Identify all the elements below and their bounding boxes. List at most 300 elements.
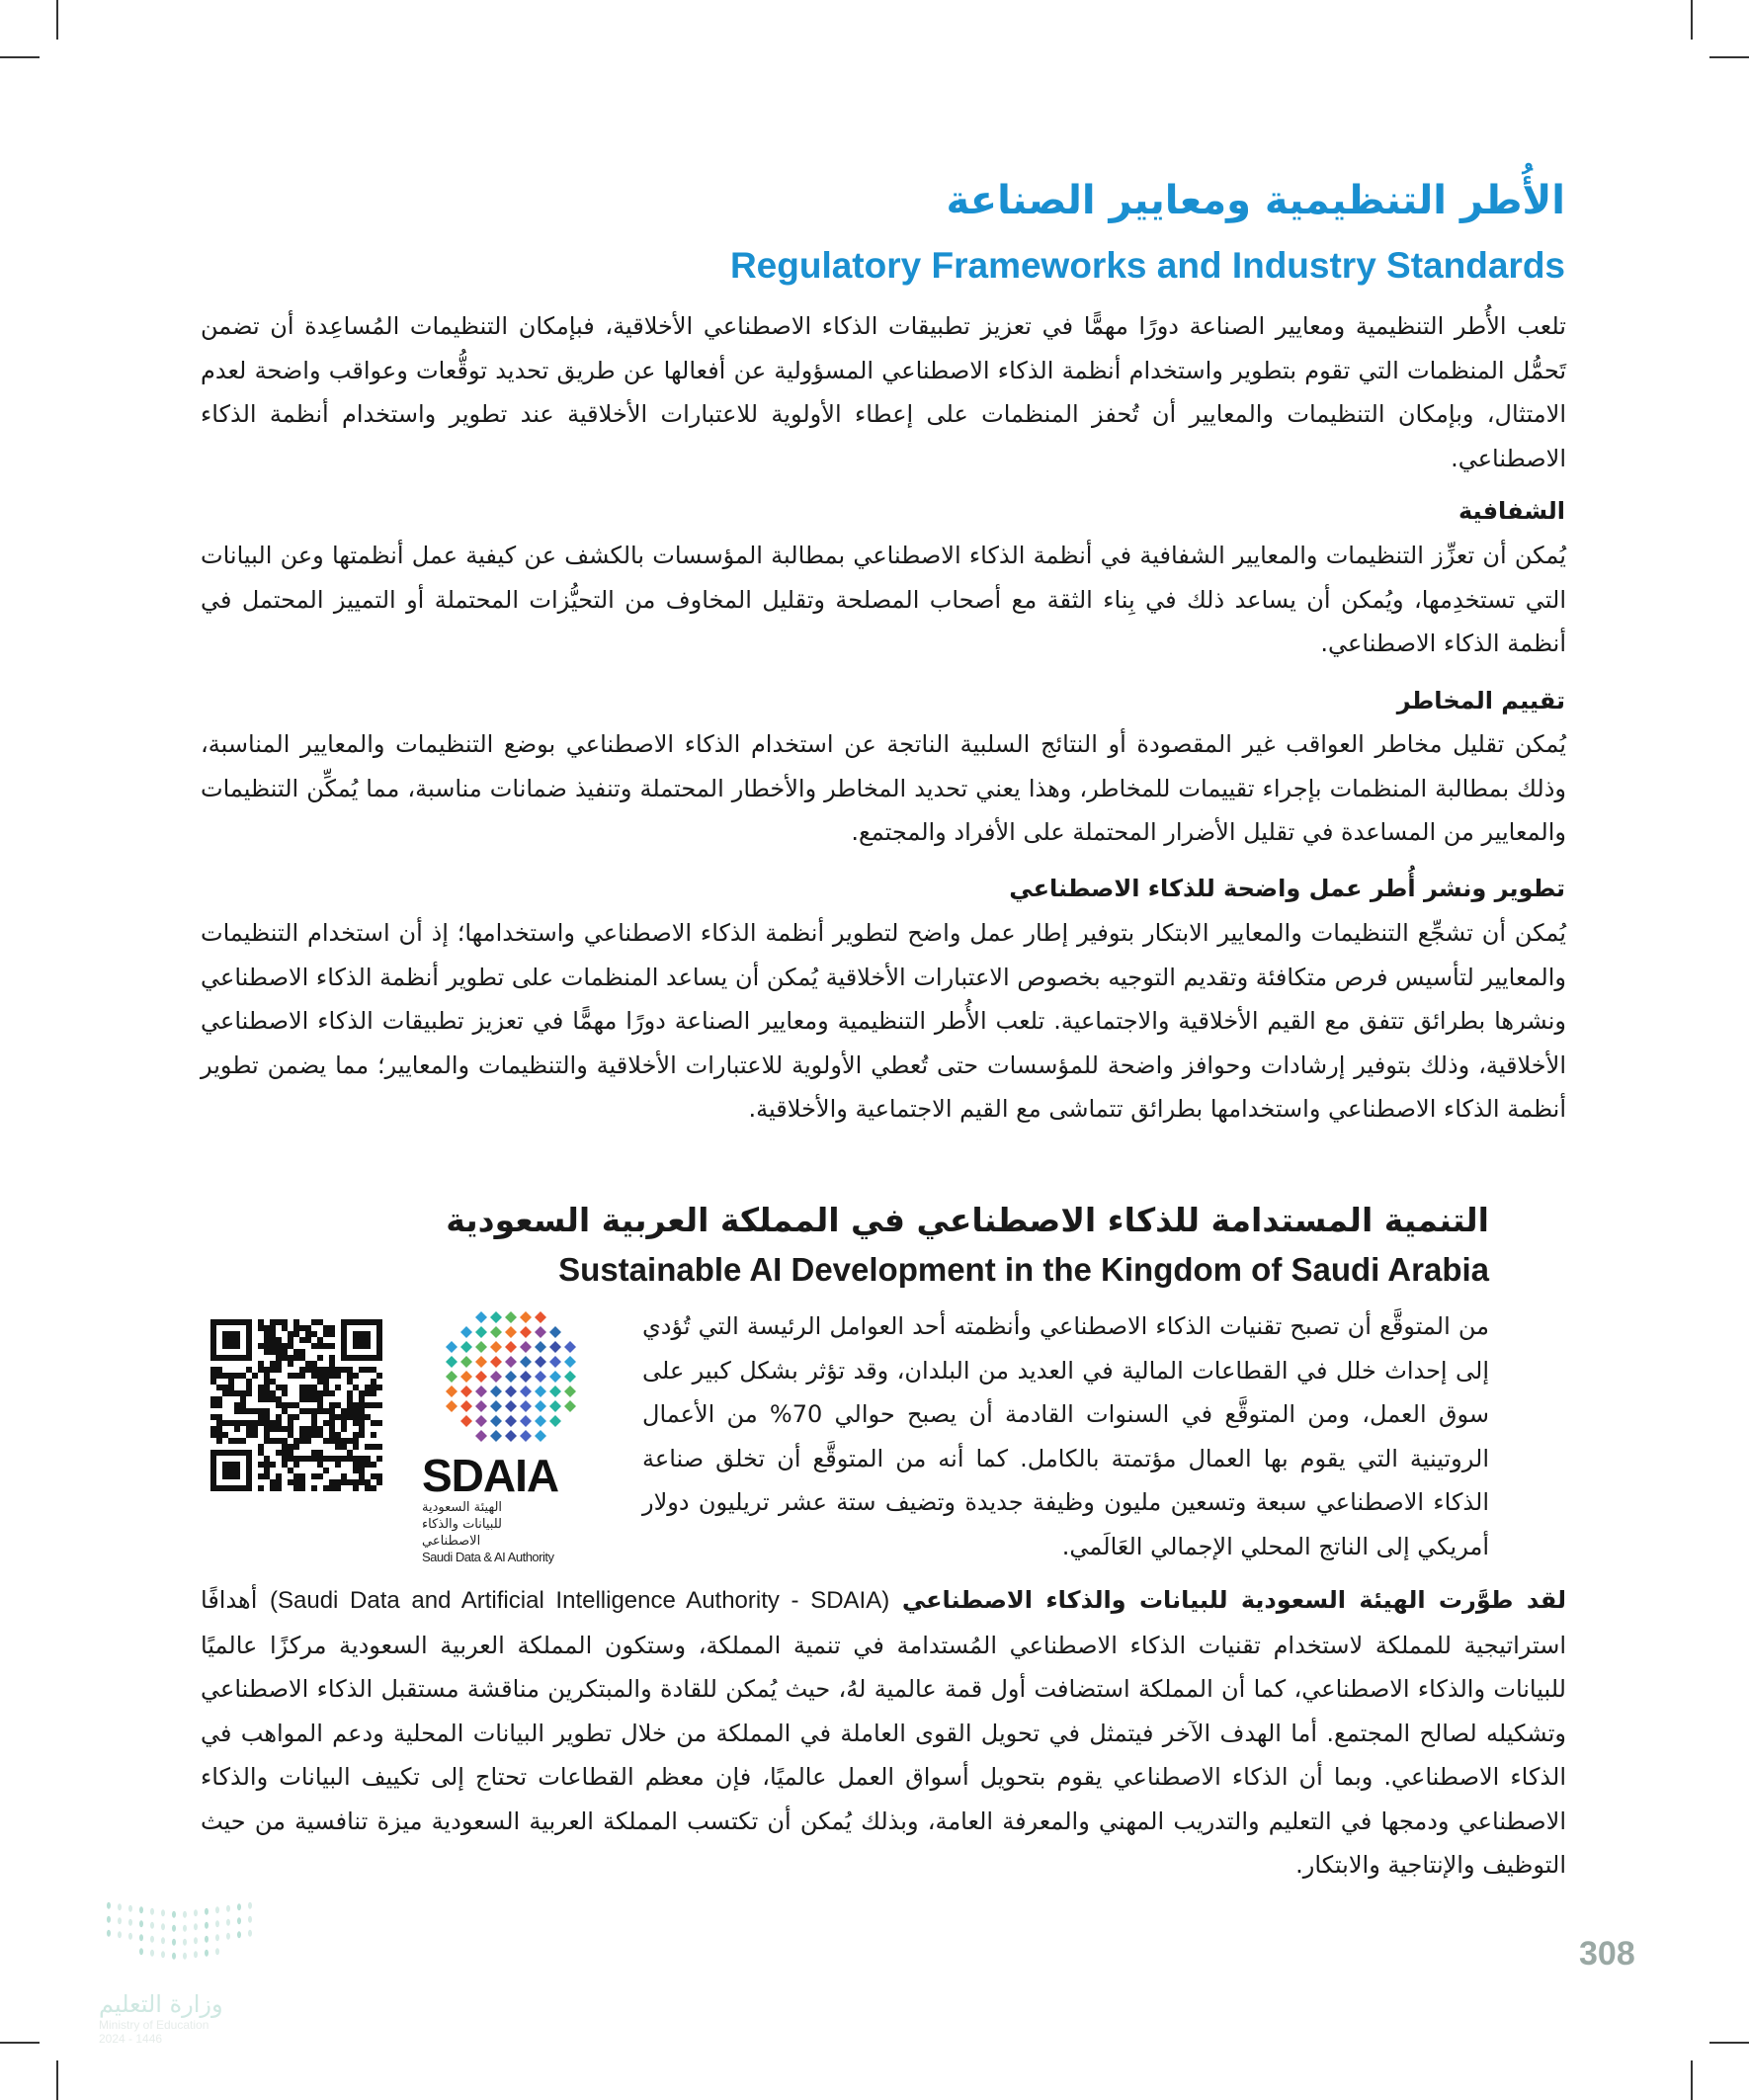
qr-module (264, 1385, 270, 1390)
qr-module (240, 1438, 246, 1444)
qr-module (311, 1485, 317, 1491)
emblem-dot (215, 1934, 219, 1941)
qr-module (276, 1349, 282, 1355)
qr-module (228, 1420, 234, 1426)
qr-module (264, 1456, 270, 1462)
qr-module (276, 1473, 282, 1479)
qr-module (264, 1420, 270, 1426)
emblem-dot (107, 1930, 111, 1937)
qr-module (341, 1473, 347, 1479)
qr-module (276, 1479, 282, 1485)
qr-module (359, 1473, 365, 1479)
qr-module (246, 1426, 252, 1432)
qr-module (305, 1325, 311, 1331)
qr-module (258, 1450, 264, 1456)
emblem-diamond (490, 1311, 502, 1323)
qr-module (335, 1385, 341, 1390)
qr-module (311, 1331, 317, 1337)
qr-module (299, 1349, 305, 1355)
qr-module (246, 1432, 252, 1438)
qr-module (371, 1444, 376, 1450)
qr-module (234, 1420, 240, 1426)
qr-module (246, 1367, 252, 1373)
emblem-dot (226, 1933, 230, 1940)
qr-module (246, 1385, 252, 1390)
qr-module (282, 1355, 288, 1361)
qr-module (323, 1373, 329, 1379)
qr-module (246, 1408, 252, 1414)
qr-module (264, 1462, 270, 1468)
qr-module (329, 1355, 335, 1361)
qr-module (323, 1390, 329, 1396)
qr-module (311, 1473, 317, 1479)
qr-module (341, 1479, 347, 1485)
qr-module (317, 1319, 323, 1325)
qr-module (288, 1373, 293, 1379)
emblem-dot (205, 1936, 208, 1943)
emblem-dot (215, 1920, 219, 1927)
emblem-diamond (475, 1386, 487, 1397)
qr-module (264, 1438, 270, 1444)
qr-module (264, 1343, 270, 1349)
qr-module (234, 1390, 240, 1396)
qr-module (234, 1426, 240, 1432)
qr-module (234, 1373, 240, 1379)
emblem-dot (161, 1951, 165, 1958)
qr-module (210, 1367, 216, 1373)
emblem-dot (194, 1909, 198, 1916)
qr-module (317, 1473, 323, 1479)
qr-module (270, 1438, 276, 1444)
qr-module (293, 1444, 299, 1450)
qr-module (371, 1402, 376, 1408)
qr-module (317, 1462, 323, 1468)
qr-module (317, 1402, 323, 1408)
crop-mark (1709, 56, 1749, 58)
qr-module (329, 1408, 335, 1414)
qr-module (240, 1373, 246, 1379)
qr-module (335, 1456, 341, 1462)
qr-module (264, 1337, 270, 1343)
qr-module (216, 1414, 222, 1420)
qr-module (293, 1462, 299, 1468)
qr-module (341, 1367, 347, 1373)
qr-module (347, 1414, 353, 1420)
crop-mark (56, 2060, 58, 2100)
qr-module (258, 1414, 264, 1420)
qr-module (216, 1420, 222, 1426)
qr-module (216, 1402, 222, 1408)
transparency-paragraph: يُمكن أن تعزِّز التنظيمات والمعايير الشفافية في أنظمة الذكاء الاصطناعي بمطالبة المؤسسات بالكشف عن كيفية عمل أنظمتها وعن البيانات التي تستخدِمها، ويُمكن أن يساعد ذلك في بِناء الثقة مع أصحاب المصلحة وتقليل المخاوف من التحيُّزات المحتملة أو التمييز المحتمل في أنظمة الذكاء الاصطناعي. (201, 542, 1566, 657)
emblem-dot (194, 1923, 198, 1930)
qr-module (258, 1420, 264, 1426)
qr-module (359, 1396, 365, 1402)
qr-module (353, 1468, 359, 1473)
emblem-diamond (564, 1386, 576, 1397)
qr-module (270, 1396, 276, 1402)
qr-module (341, 1444, 347, 1450)
emblem-diamond (460, 1415, 472, 1427)
qr-module (305, 1361, 311, 1367)
qr-module (252, 1373, 258, 1379)
qr-module (234, 1402, 240, 1408)
qr-module (341, 1438, 347, 1444)
qr-module (293, 1438, 299, 1444)
emblem-diamond (535, 1341, 546, 1353)
qr-module (329, 1402, 335, 1408)
qr-module (353, 1385, 359, 1390)
qr-module (222, 1373, 228, 1379)
emblem-diamond (490, 1430, 502, 1442)
qr-module (323, 1485, 329, 1491)
emblem-diamond (490, 1415, 502, 1427)
emblem-dot (205, 1950, 208, 1957)
emblem-diamond (564, 1341, 576, 1353)
crop-mark (1709, 2042, 1749, 2044)
qr-module (258, 1343, 264, 1349)
qr-module (329, 1325, 335, 1331)
qr-module (335, 1402, 341, 1408)
qr-module (359, 1408, 365, 1414)
qr-module (228, 1379, 234, 1385)
qr-module (293, 1479, 299, 1485)
qr-module (311, 1385, 317, 1390)
crop-mark (56, 0, 58, 40)
qr-module (264, 1367, 270, 1373)
qr-module (353, 1432, 359, 1438)
emblem-diamond (549, 1386, 561, 1397)
qr-module (376, 1420, 382, 1426)
qr-module (276, 1438, 282, 1444)
emblem-diamond (535, 1356, 546, 1368)
risk-paragraph: يُمكن تقليل مخاطر العواقب غير المقصودة أو النتائج السلبية الناتجة عن استخدام الذكاء الاصطناعي بوضع التنظيمات والمعايير المناسبة، وذلك بمطالبة المنظمات بإجراء تقييمات للمخاطر، وهذا يعني تحديد المخاطر والأخطار المحتملة وتنفيذ ضمانات مناسبة، مما يُمكِّن التنظيمات والمعايير من المساعدة في تقليل الأضرار المحتملة على الأفراد والمجتمع. (201, 730, 1566, 846)
qr-module (264, 1473, 270, 1479)
qr-module (210, 1414, 216, 1420)
qr-module (359, 1420, 365, 1426)
emblem-diamond (446, 1386, 458, 1397)
qr-module (376, 1373, 382, 1379)
qr-module (365, 1444, 371, 1450)
qr-module (276, 1319, 282, 1325)
qr-module (222, 1385, 228, 1390)
emblem-dot (150, 1922, 154, 1929)
ministry-emblem-icon (99, 1897, 336, 1976)
qr-module (299, 1473, 305, 1479)
emblem-diamond (520, 1311, 532, 1323)
qr-module (365, 1479, 371, 1485)
qr-module (311, 1319, 317, 1325)
emblem-diamond (460, 1326, 472, 1338)
qr-module (329, 1420, 335, 1426)
qr-module (335, 1444, 341, 1450)
qr-module (323, 1456, 329, 1462)
qr-module (329, 1485, 335, 1491)
emblem-diamond (460, 1371, 472, 1383)
emblem-diamond (446, 1356, 458, 1368)
qr-module (282, 1385, 288, 1390)
emblem-dot (215, 1948, 219, 1955)
qr-module (371, 1390, 376, 1396)
qr-code[interactable] (210, 1319, 382, 1491)
emblem-diamond (505, 1371, 517, 1383)
qr-module (288, 1432, 293, 1438)
emblem-diamond (564, 1400, 576, 1412)
emblem-diamond (535, 1326, 546, 1338)
qr-module (347, 1450, 353, 1456)
qr-module (305, 1456, 311, 1462)
qr-module (270, 1349, 276, 1355)
emblem-dot (139, 1948, 143, 1955)
emblem-dot (128, 1919, 132, 1926)
qr-module (311, 1396, 317, 1402)
sdaia-name-en: Saudi Data & AI Authority (422, 1550, 554, 1564)
emblem-dot (172, 1911, 176, 1918)
qr-module (365, 1456, 371, 1462)
crop-mark (1691, 0, 1693, 40)
qr-module (210, 1426, 216, 1432)
emblem-dot (194, 1951, 198, 1958)
qr-module (376, 1456, 382, 1462)
qr-module (353, 1444, 359, 1450)
emblem-diamond (490, 1400, 502, 1412)
emblem-diamond (549, 1371, 561, 1383)
crop-mark (1691, 2060, 1693, 2100)
qr-module (288, 1450, 293, 1456)
qr-module (299, 1325, 305, 1331)
qr-module (264, 1414, 270, 1420)
ministry-year: 2024 - 1446 (99, 2032, 163, 2046)
qr-module (252, 1426, 258, 1432)
qr-module (305, 1396, 311, 1402)
qr-module (317, 1367, 323, 1373)
qr-module (288, 1402, 293, 1408)
qr-module (276, 1414, 282, 1420)
qr-module (335, 1373, 341, 1379)
qr-module (323, 1379, 329, 1385)
qr-module (282, 1349, 288, 1355)
qr-module (335, 1479, 341, 1485)
section2-title-ar: التنمية المستدامة للذكاء الاصطناعي في المملكة العربية السعودية (446, 1201, 1489, 1239)
qr-module (329, 1479, 335, 1485)
qr-module (282, 1456, 288, 1462)
emblem-dot (150, 1936, 154, 1943)
emblem-dot (226, 1905, 230, 1912)
emblem-diamond (564, 1356, 576, 1368)
qr-module (276, 1367, 282, 1373)
qr-module (323, 1468, 329, 1473)
qr-module (353, 1438, 359, 1444)
emblem-dot (248, 1902, 252, 1909)
sdaia-emblem-icon (422, 1309, 605, 1448)
emblem-dot (237, 1903, 241, 1910)
intro-paragraph: تلعب الأُطر التنظيمية ومعايير الصناعة دورًا مهمًّا في تعزيز تطبيقات الذكاء الاصطناعي الأخلاقية، فبإمكان التنظيمات المُساعِدة أن تضمن تَحمُّل المنظمات التي تقوم بتطوير واستخدام أنظمة الذكاء الاصطناعي المسؤولية عن أفعالها عن طريق تحديد توقُّعات وعواقب واضحة لعدم الامتثال، وبإمكان التنظيمات والمعايير أن تُحفز المنظمات على إعطاء الأولوية للاعتبارات الأخلاقية عند تطوير واستخدام أنظمة الذكاء الاصطناعي. (201, 312, 1566, 472)
emblem-diamond (475, 1430, 487, 1442)
qr-module (317, 1343, 323, 1349)
qr-module (347, 1408, 353, 1414)
qr-module (216, 1426, 222, 1432)
qr-module (347, 1367, 353, 1373)
ministry-name-ar: وزارة التعليم (99, 1990, 223, 2018)
qr-module (258, 1485, 264, 1491)
qr-module (359, 1479, 365, 1485)
qr-module (299, 1408, 305, 1414)
qr-module (252, 1420, 258, 1426)
qr-module (258, 1444, 264, 1450)
qr-module (288, 1361, 293, 1367)
qr-module (234, 1438, 240, 1444)
qr-module (293, 1473, 299, 1479)
qr-module (264, 1331, 270, 1337)
qr-module (282, 1343, 288, 1349)
qr-module (293, 1373, 299, 1379)
emblem-dot (237, 1917, 241, 1924)
ministry-of-education-logo (99, 1897, 336, 2046)
qr-module (240, 1420, 246, 1426)
qr-module (264, 1468, 270, 1473)
emblem-dot (248, 1916, 252, 1923)
qr-module (293, 1319, 299, 1325)
ai-impact-paragraph: من المتوقَّع أن تصبح تقنيات الذكاء الاصطناعي وأنظمته أحد العوامل الرئيسة التي تُؤدي إلى إحداث خلل في القطاعات المالية في العديد من البلدان، وقد تؤثر بشكل كبير على سوق العمل، ومن المتوقَّع في السنوات القادمة أن يصبح حوالي 70% من الأعمال الروتينية التي يقوم بها العمال مؤتمتة بالكامل. كما أنه من المتوقَّع أن تخلق صناعة الذكاء الاصطناعي سبعة وتسعين مليون وظيفة جديدة وتضيف ستة عشر تريليون دولار أمريكي إلى الناتج المحلي الإجمالي العَالَمي. (642, 1312, 1489, 1560)
qr-module (311, 1408, 317, 1414)
qr-module (216, 1367, 222, 1373)
qr-module (371, 1385, 376, 1390)
qr-module (323, 1385, 329, 1390)
qr-module (210, 1432, 216, 1438)
qr-module (311, 1367, 317, 1373)
emblem-diamond (490, 1356, 502, 1368)
qr-module (270, 1361, 276, 1367)
emblem-diamond (505, 1386, 517, 1397)
qr-module (258, 1473, 264, 1479)
qr-module (359, 1426, 365, 1432)
section-title-en: Regulatory Frameworks and Industry Standards (729, 245, 1565, 286)
qr-module (317, 1355, 323, 1361)
qr-module (335, 1485, 341, 1491)
emblem-diamond (535, 1415, 546, 1427)
qr-module (270, 1331, 276, 1337)
qr-module (228, 1385, 234, 1390)
qr-module (264, 1379, 270, 1385)
qr-module (288, 1343, 293, 1349)
qr-module (371, 1379, 376, 1385)
qr-module (299, 1390, 305, 1396)
emblem-diamond (505, 1356, 517, 1368)
qr-module (359, 1402, 365, 1408)
emblem-dot (205, 1908, 208, 1915)
emblem-diamond (535, 1386, 546, 1397)
qr-module (252, 1432, 258, 1438)
qr-module (258, 1396, 264, 1402)
qr-module (210, 1402, 216, 1408)
emblem-diamond (520, 1415, 532, 1427)
emblem-dot (183, 1911, 187, 1918)
qr-module (323, 1331, 329, 1337)
qr-module (311, 1343, 317, 1349)
qr-module (323, 1343, 329, 1349)
qr-module (270, 1479, 276, 1485)
qr-module (317, 1373, 323, 1379)
emblem-dot (161, 1937, 165, 1944)
emblem-diamond (549, 1341, 561, 1353)
emblem-dot (139, 1906, 143, 1913)
qr-module (282, 1408, 288, 1414)
emblem-diamond (549, 1400, 561, 1412)
qr-module (347, 1390, 353, 1396)
qr-module (228, 1390, 234, 1396)
qr-module (376, 1444, 382, 1450)
qr-module (329, 1414, 335, 1420)
qr-module (240, 1390, 246, 1396)
qr-module (270, 1485, 276, 1491)
qr-module (264, 1373, 270, 1379)
qr-module (282, 1450, 288, 1456)
qr-module (371, 1473, 376, 1479)
qr-module (246, 1420, 252, 1426)
qr-module (299, 1396, 305, 1402)
emblem-diamond (475, 1415, 487, 1427)
qr-module (317, 1337, 323, 1343)
qr-module (311, 1420, 317, 1426)
qr-module (258, 1319, 264, 1325)
emblem-dot (139, 1920, 143, 1927)
qr-module (288, 1420, 293, 1426)
qr-module (222, 1420, 228, 1426)
emblem-diamond (446, 1400, 458, 1412)
crop-mark (0, 56, 40, 58)
emblem-diamond (460, 1341, 472, 1353)
qr-module (359, 1456, 365, 1462)
qr-module (222, 1390, 228, 1396)
qr-module (311, 1373, 317, 1379)
qr-module (293, 1355, 299, 1361)
qr-module (282, 1390, 288, 1396)
qr-module (293, 1485, 299, 1491)
qr-module (216, 1396, 222, 1402)
emblem-dot (139, 1934, 143, 1941)
emblem-dot (107, 1902, 111, 1909)
qr-module (317, 1408, 323, 1414)
qr-module (305, 1438, 311, 1444)
qr-module (305, 1331, 311, 1337)
qr-module (293, 1456, 299, 1462)
qr-module (323, 1408, 329, 1414)
qr-module (258, 1462, 264, 1468)
qr-module (264, 1426, 270, 1432)
qr-module (299, 1426, 305, 1432)
emblem-diamond (564, 1371, 576, 1383)
section2-title-en: Sustainable AI Development in the Kingdom of Saudi Arabia (558, 1251, 1489, 1288)
qr-module (359, 1462, 365, 1468)
qr-module (317, 1390, 323, 1396)
frameworks-paragraph: يُمكن أن تشجِّع التنظيمات والمعايير الابتكار بتوفير إطار عمل واضح لتطوير أنظمة الذكاء الاصطناعي واستخدامها؛ إذ أن استخدام التنظيمات والمعايير لتأسيس فرص متكافئة وتقديم التوجيه بخصوص الاعتبارات الأخلاقية يُمكن أن يساعد المنظمات على تطوير أنظمة الذكاء الاصطناعي ونشرها بطرائق تتفق مع القيم الأخلاقية والاجتماعية. تلعب الأُطر التنظيمية ومعايير الصناعة دورًا مهمًّا في تعزيز تطبيقات الذكاء الاصطناعي الأخلاقية، وذلك بتوفير إرشادات وحوافز واضحة للمؤسسات حتى تُعطي الأولوية للاعتبارات الأخلاقية والتنظيمات والمعايير؛ مما يضمن تطوير أنظمة الذكاء الاصطناعي واستخدامها بطرائق تتماشى مع القيم الاجتماعية والأخلاقية. (201, 919, 1566, 1123)
qr-module (222, 1432, 228, 1438)
qr-module (258, 1325, 264, 1331)
qr-module (222, 1462, 240, 1479)
subheading-transparency: الشفافية (1458, 497, 1565, 525)
qr-module (347, 1456, 353, 1462)
qr-module (276, 1402, 282, 1408)
qr-module (282, 1325, 288, 1331)
qr-module (258, 1408, 264, 1414)
qr-module (371, 1367, 376, 1373)
qr-module (216, 1373, 222, 1379)
qr-module (270, 1337, 276, 1343)
page-number: 308 (1579, 1935, 1635, 1973)
emblem-dot (248, 1930, 252, 1937)
emblem-diamond (475, 1400, 487, 1412)
qr-module (359, 1414, 365, 1420)
emblem-diamond (475, 1311, 487, 1323)
